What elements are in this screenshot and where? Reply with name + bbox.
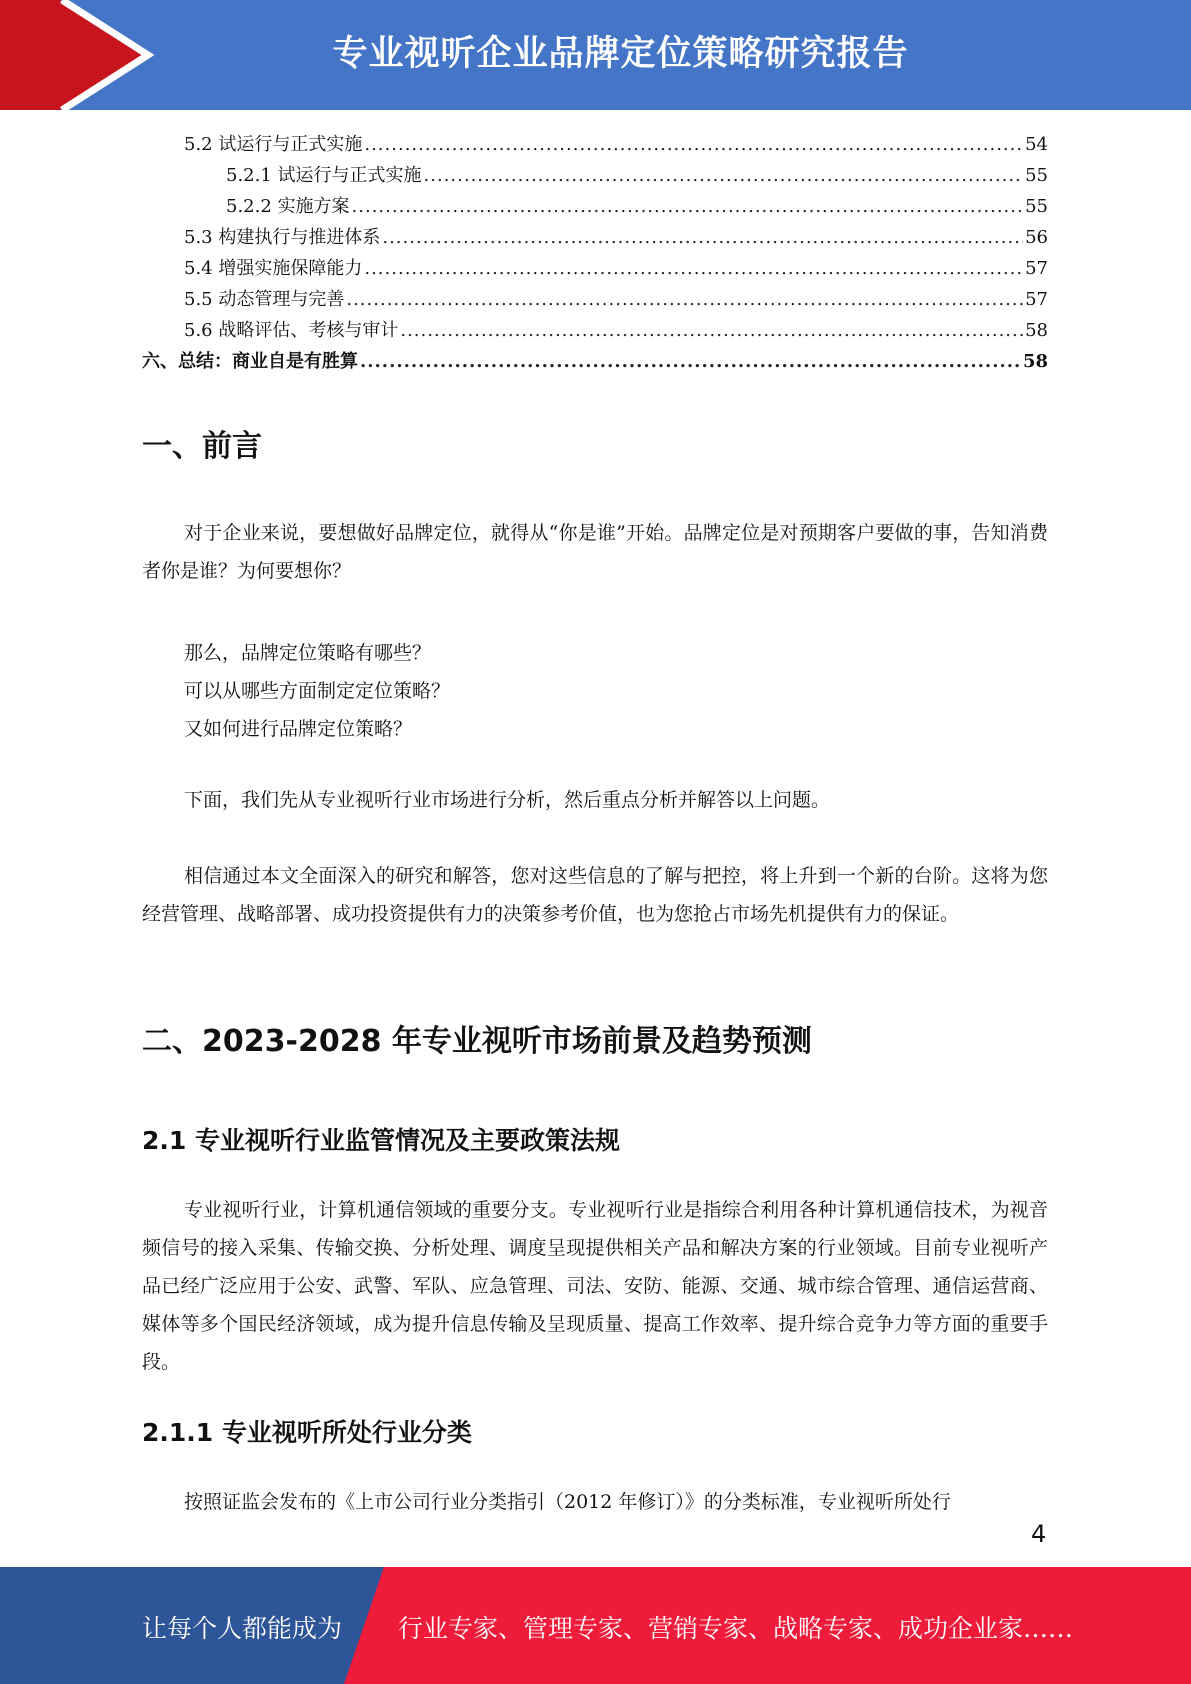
preface-paragraph-1: 对于企业来说，要想做好品牌定位，就得从“你是谁”开始。品牌定位是对预期客户要做的事，告知消费者你是谁？为何要想你？ xyxy=(142,522,1048,582)
toc-entry-label: 5.5 动态管理与完善 xyxy=(184,289,345,310)
toc-entry-page: 54 xyxy=(1025,134,1048,155)
toc-entry[interactable] xyxy=(142,285,1048,316)
toc-leader-dots xyxy=(352,196,1024,217)
toc-leader-dots xyxy=(424,165,1024,186)
toc-leader-dots xyxy=(400,320,1023,341)
footer-slogan-left: 让每个人都能成为 xyxy=(142,1614,343,1643)
toc-entry-label: 六、总结：商业自是有胜算 xyxy=(142,351,358,372)
page-header xyxy=(0,0,1191,110)
toc-entry[interactable] xyxy=(142,254,1048,285)
toc-entry-page: 58 xyxy=(1025,320,1048,341)
table-of-contents xyxy=(142,130,1048,378)
regulation-paragraph: 专业视听行业，计算机通信领域的重要分支。专业视听行业是指综合利用各种计算机通信技术，为视音频信号的接入采集、传输交换、分析处理、调度呈现提供相关产品和解决方案的行业领域。目前专业视听产品已经广泛应用于公安、武警、军队、应急管理、司法、安防、能源、交通、城市综合管理、通信运营商、媒体等多个国民经济领域，成为提升信息传输及呈现质量、提高工作效率、提升综合竞争力等方面的重要手段。 xyxy=(142,1199,1048,1373)
toc-entry-label: 5.2.1 试运行与正式实施 xyxy=(226,165,422,186)
toc-entry[interactable] xyxy=(142,192,1048,223)
toc-entry[interactable] xyxy=(142,223,1048,254)
toc-entry-label: 5.6 战略评估、考核与审计 xyxy=(184,320,399,341)
subsection-heading-industry-classification: 2.1.1 专业视听所处行业分类 xyxy=(142,1418,472,1447)
subsection-heading-regulation: 2.1 专业视听行业监管情况及主要政策法规 xyxy=(142,1126,620,1155)
toc-entry-label: 5.2 试运行与正式实施 xyxy=(184,134,363,155)
toc-leader-dots xyxy=(364,258,1023,279)
section-heading-preface: 一、前言 xyxy=(142,429,262,464)
page-number: 4 xyxy=(1031,1520,1047,1548)
toc-leader-dots xyxy=(360,351,1021,372)
toc-leader-dots xyxy=(346,289,1023,310)
toc-entry[interactable] xyxy=(142,130,1048,161)
toc-leader-dots xyxy=(364,134,1023,155)
toc-entry-page: 55 xyxy=(1025,165,1048,186)
toc-entry-page: 57 xyxy=(1025,289,1048,310)
toc-entry[interactable] xyxy=(142,316,1048,347)
footer-slogan-right: 行业专家、管理专家、营销专家、战略专家、成功企业家…… xyxy=(398,1614,1074,1643)
toc-entry-label: 5.2.2 实施方案 xyxy=(226,196,350,217)
preface-question-2: 可以从哪些方面制定定位策略？ xyxy=(184,680,451,702)
toc-entry-page: 57 xyxy=(1025,258,1048,279)
toc-leader-dots xyxy=(382,227,1023,248)
report-title: 专业视听企业品牌定位策略研究报告 xyxy=(332,34,909,74)
toc-entry-label: 5.3 构建执行与推进体系 xyxy=(184,227,381,248)
toc-entry-page: 55 xyxy=(1025,196,1048,217)
toc-entry-page: 56 xyxy=(1025,227,1048,248)
section-heading-market-forecast: 二、2023-2028 年专业视听市场前景及趋势预测 xyxy=(142,1024,812,1059)
preface-paragraph-3: 相信通过本文全面深入的研究和解答，您对这些信息的了解与把控，将上升到一个新的台阶。这将为您经营管理、战略部署、成功投资提供有力的决策参考价值，也为您抢占市场先机提供有力的保证。 xyxy=(142,865,1048,925)
preface-question-1: 那么，品牌定位策略有哪些？ xyxy=(184,642,432,664)
classification-paragraph: 按照证监会发布的《上市公司行业分类指引（2012 年修订）》的分类标准，专业视听所处行 xyxy=(184,1491,951,1513)
toc-entry-label: 5.4 增强实施保障能力 xyxy=(184,258,363,279)
preface-question-3: 又如何进行品牌定位策略？ xyxy=(184,718,413,740)
toc-entry[interactable] xyxy=(142,161,1048,192)
toc-entry[interactable] xyxy=(142,347,1048,378)
toc-entry-page: 58 xyxy=(1022,351,1048,372)
preface-paragraph-2: 下面，我们先从专业视听行业市场进行分析，然后重点分析并解答以上问题。 xyxy=(184,789,831,811)
page-footer xyxy=(0,1567,1191,1684)
